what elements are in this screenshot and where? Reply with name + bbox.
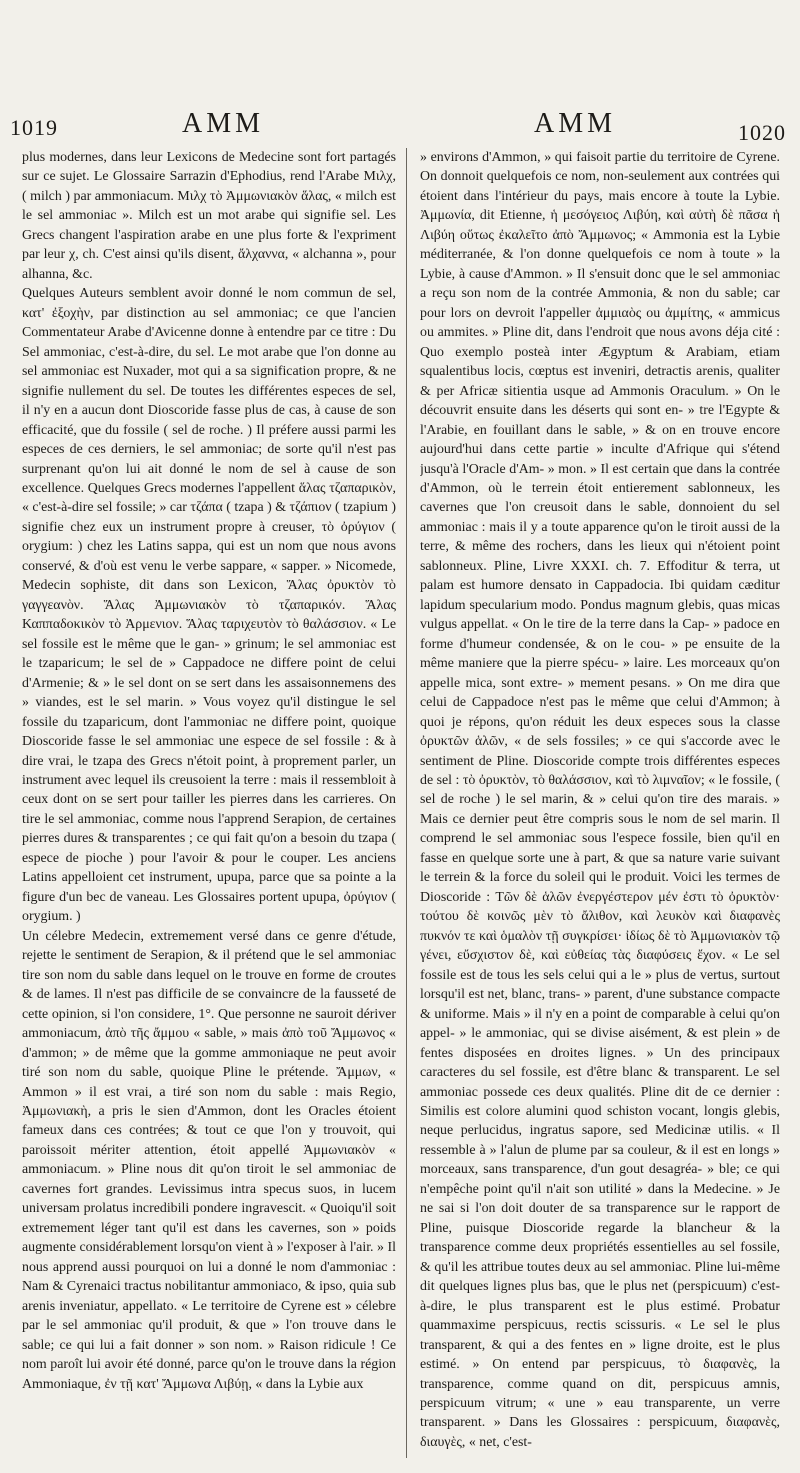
left-paragraph: Un célebre Medecin, extremement versé dans ce genre d'étude, rejette le sentiment de Serapion, & il prétend que le sel ammoniac tire son nom du sable dans lequel on le trouve en forme de croutes & de lames. Il n'est pas difficile de se convaincre de la fausseté de cette opinion, si l'on considere, 1°. Que personne ne sauroit dériver ammoniacum, ἀπὸ τῆς ἄμμου « sable, » mais ἀπὸ τοῦ Ἄμμωνος « d'ammon; » de même que la gomme ammoniaque ne peut avoir tiré son nom du sable, quoique Pline le prétende. Ἄμμων, « Ammon » il est vrai, a tiré son nom du sable : mais Regio, Ἀμμωνιακὴ, a pris le sien d'Ammon, dont les Oracles étoient fameux dans ces contrées; & tout ce que l'on y trouvoit, qui paroissoit mériter attention, étoit appellé Ἀμμωνιακὸν « ammoniacum. » Pline nous dit qu'on tiroit le sel ammoniac de cavernes fort grandes. Levissimus intra specus suos, in lucem universam prolatus incredibili pondere ingravescit. « Quoiqu'il soit extremement léger tant qu'il est dans les cavernes, son » poids augmente considérablement lorsqu'on vient à » l'exposer à l'air. » Il nous apprend aussi pourquoi on lui a donné le nom d'ammoniac : Nam & Cyrenaici tractus nobilitantur ammoniaco, & ipso, quia sub arenis inveniatur, appellato. « Le territoire de Cyrene est » célebre par le sel ammoniac qu'il produit, & que » l'on trouve dans le sable; ce qui lui a fait donner » son nom. » Raison ridicule ! Ce nom paroît lui avoir été donné, parce qu'on le trouve dans la région Ammoniaque, ἐν τῇ κατ' Ἄμμωνα Λιβύῃ, « dans la Lybie aux bbox=[22, 928, 396, 1392]
left-headword: AMM bbox=[182, 108, 265, 139]
left-paragraph: plus modernes, dans leur Lexicons de Medecine sont fort partagés sur ce sujet. Le Glossaire Sarrazin d'Ephodius, rend l'Arabe Μιλχ, ( milch ) par ammoniacum. Μιλχ τὸ Ἀμμωνιακὸν ἅλας, « milch est le sel ammoniac ». Milch est un mot arabe qui signifie sel. Les Grecs changent l'aspiration arabe en une plus forte & l'expriment par leur χ, ch. C'est ainsi qu'ils disent, ἄλχαννα, « alchanna », pour alhanna, &c. bbox=[22, 150, 396, 282]
right-headword: AMM bbox=[534, 108, 617, 139]
column-divider bbox=[406, 148, 407, 1458]
left-text-column bbox=[22, 148, 396, 1466]
right-page-number: 1020 bbox=[738, 120, 786, 145]
left-page-number: 1019 bbox=[10, 115, 58, 140]
right-paragraph: » environs d'Ammon, » qui faisoit partie du territoire de Cyrene. On donnoit quelquefois ce nom, non-seulement aux contrées qui étoient dans l'intérieur du pays, mais encore à toute la Lybie. Ἀμμωνία, dit Etienne, ἡ μεσόγειος Λιβύη, καὶ αὐτὴ δὲ πᾶσα ἡ Λιβύη οὕτως ἐκαλεῖτο ἀπὸ Ἄμμωνος; « Ammonia est la Lybie méditerranée, & l'on donne quelquefois ce nom à toute » la Lybie, à cause d'Ammon. » Il s'ensuit donc que le sel ammoniac a reçu son nom de la contrée Ammonia, & non du sable; car pour lors on devroit l'appeller ἀμμιαὸς ou ἀμμίτης, « ammicus ou ammites. » Pline dit, dans l'endroit que nous avons déja cité : Quo exemplo posteà inter Ægyptum & Arabiam, etiam squalentibus locis, cœptus est inveniri, detractis arenis, qualiter & per Africæ sitientia usque ad Ammonis Oraculum. » On le découvrit ensuite dans les déserts qui sont en- » tre l'Egypte & l'Arabie, en fouillant dans le sable, » & on en trouve encore aujourd'hui dans cette partie » inculte d'Afrique qui s'étend jusqu'à l'Oracle d'Am- » mon. » Il est certain que dans la contrée d'Ammon, où le terrein étoit entierement sablonneux, les cavernes que l'on creusoit dans le sable, donnoient du sel ammoniac : mais il y a toute apparence qu'on le tiroit aussi de la terre, & même des rochers, dans les lieux qui n'étoient point sablonneux. Pline, Livre XXXI. ch. 7. Effoditur & terra, ut palam est humore densato in Cappadocia. Ibi quidam cæditur lapidum specularium modo. Pondus magnum glebis, quas micas vulgus appellat. « On le tire de la terre dans la Cap- » padoce en forme d'humeur condensée, & on le cou- » pe ensuite de la même maniere que la pierre spécu- » laire. Les morceaux qu'on appelle mica, sont extre- » mement pesans. » On me dira que celui de Cappadoce n'est pas le même que celui d'Ammon; à quoi je répons, qu'on réduit les deux especes sous la classe ὀρυκτῶν ἁλῶν, « de sels fossiles; » ce qui s'accorde avec le sentiment de Pline. Dioscoride compte trois différentes especes de sel : τὸ ὀρυκτὸν, τὸ θαλάσσιον, καὶ τὸ λιμναῖον; « le fossile, ( sel de roche ) le sel marin, & » celui qu'on tire des marais. » Mais ce dernier peut être compris sous le nom de sel marin. Il comprend le sel ammoniac sous l'espece fossile, bien qu'il en fasse en quelque sorte une à part, & que sa nature varie suivant le terrein & la force du soleil qui le produit. Voici les termes de Dioscoride : Τῶν δὲ ἁλῶν ἐνεργέστερον μέν ἐστι τὸ ὀρυκτὸν· τούτου δὲ κοινῶς μὲν τὸ ἄλιθον, καὶ λευκὸν καὶ διαφανὲς πυκνόν τε καὶ ὁμαλὸν τῇ συγκρίσει· ἰδίως δὲ τὸ Ἀμμωνιακὸν τῷ γένει, εὔσχιστον δὲ, καὶ εὐθείας τὰς διαφύσεις ἔχον. « Le sel fossile est de tous les sels celui qui a le » plus de vertus, surtout lorsqu'il est net, blanc, trans- » parent, d'une substance compacte & uniforme. Mais » il n'y en a point de comparable à celui qu'on appel- » le ammoniac, qui se divise aisément, & est plein » de fentes disposées en droites lignes. » Un des principaux caracteres du sel fossile, est d'être blanc & transparent. Le sel ammoniac possede ces deux qualités. Pline dit de ce dernier : Similis est colore alumini quod schiston vocant, longis glebis, neque perlucidus, ingratus sapore, sed Medicinæ utilis. « Il ressemble à » l'alun de plume par sa couleur, & il est en longs » morceaux, sans transparence, d'un gout desagréa- » ble; ce qui n'empêche point qu'il n'ait son utilité » dans la Medecine. » Je ne sai si l'on doit douter de sa transparence sur le rapport de Pline, puisque Dioscoride regarde la blancheur & la transparence comme deux propriétés essentielles au sel fossile, & qu'il les attribue toutes deux au sel ammoniac. Pline lui-même dit quelques lignes plus bas, que le plus net (perspicuum) c'est-à-dire, le plus transparent est le plus estimé. Probatur quammaxime perspicuus, rectis scissuris. « Le sel le plus transparent, & qui a des fentes en » ligne droite, est le plus estimé. » On entend par perspicuus, τὸ διαφανὲς, la transparence, comme quand on dit, perspicuus amnis, perspicuum vitrum; « une » eau transparente, un verre transparent. » Dans les Glossaires : perspicuum, διαφανὲς, διαυγὲς, « net, c'est- bbox=[420, 150, 780, 1450]
right-text-column bbox=[420, 148, 780, 1466]
left-paragraph: Quelques Auteurs semblent avoir donné le nom commun de sel, κατ' ἐξοχὴν, par distinction au sel ammoniac; ce que l'ancien Commentateur Arabe d'Avicenne donne à entendre par ce titre : Du Sel ammoniac, c'est-à-dire, du sel. Le mot arabe que l'on donne au sel ammoniac est Nuxader, mot qui a sa signification propre, & ne signifie nullement du sel. De toutes les différentes especes de sel, il n'y en a aucun dont Dioscoride fasse plus de cas, à cause de son efficacité, que du fossile ( sel de roche. ) Il préfere aussi parmi les especes de ces derniers, le sel ammoniac; de sorte qu'il n'est pas surprenant qu'on lui ait donné le nom de sel à cause de son excellence. Quelques Grecs modernes l'appellent ἅλας τζαπαρικὸν, « c'est-à-dire sel fossile; » car τζάπα ( tzapa ) & τζάπιον ( tzapium ) signifie chez eux un instrument propre à creuser, τὸ ὀρύγιον ( orygium: ) chez les Latins sappa, qui est un nom que nous avons conservé, & d'où est venu le verbe sappare, « sapper. » Nicomede, Medecin sophiste, dit dans son Lexicon, Ἅλας ὀρυκτὸν τὸ γαγγεανὸν. Ἅλας Ἀμμωνιακὸν τὸ τζαπαρικόν. Ἅλας Καππαδοκικὸν τὸ Ἀρμενιον. Ἅλας ταριχευτὸν τὸ θαλάσσιον. « Le sel fossile est le même que le gan- » grinum; le sel ammoniac est le tzaparicum; le sel de » Cappadoce ne differe point de celui d'Armenie; & » le sel dont on se sert dans les assaisonnemens des » viandes, est le sel marin. » Vous voyez qu'il distingue le sel fossile du tzaparicum, dont l'ammoniac ne differe point, quoique Dioscoride fasse le sel ammoniac une espece de sel fossile : & à dire vrai, le tzapa des Grecs n'étoit point, à proprement parler, un instrument avec lequel ils creusoient la terre : mais il ressembloit à ceux dont on se sert pour tailler les pierres dans les carrieres. On tire le sel ammoniac, comme nous l'apprend Serapion, de certaines pierres dures & transparentes ; ce qui fait qu'on a besoin du tzapa ( espece de pioche ) pour l'avoir & pour le couper. Les anciens Latins appelloient cet instrument, upupa, parce que sa pointe a la figure d'un bec de vaneau. Les Glossaires portent upupa, ὀρύγιον ( orygium. ) bbox=[22, 286, 396, 925]
